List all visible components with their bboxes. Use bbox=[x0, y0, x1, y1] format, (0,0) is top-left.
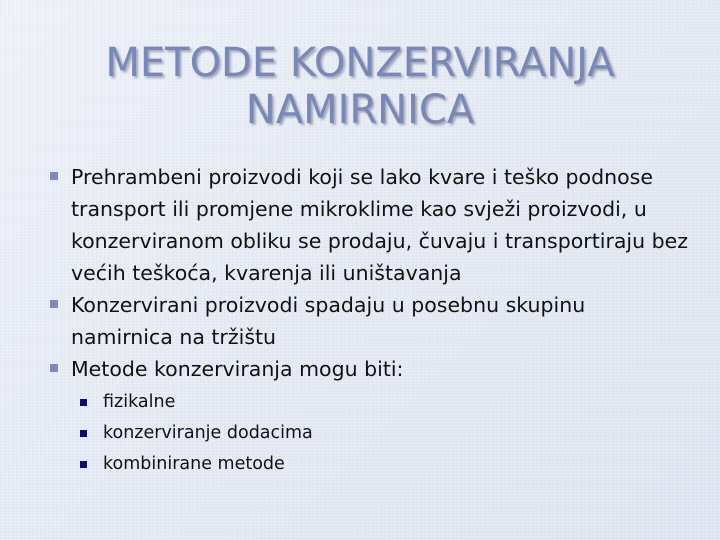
slide-title-line-1: METODE KONZERVIRANJA bbox=[105, 40, 615, 86]
sub-bullet-item bbox=[71, 387, 690, 418]
bullet-item bbox=[50, 353, 690, 480]
bullet-text: Metode konzerviranja mogu biti: bbox=[71, 357, 404, 381]
square-bullet-icon bbox=[80, 461, 87, 468]
bullet-text: Konzervirani proizvodi spadaju u posebnu skupinu namirnica na tržištu bbox=[71, 293, 586, 349]
slide-title bbox=[40, 40, 680, 134]
square-bullet-icon bbox=[50, 172, 58, 180]
square-bullet-icon bbox=[80, 430, 87, 437]
bullet-list bbox=[50, 161, 690, 480]
sub-bullet-item bbox=[71, 418, 690, 449]
slide-title-line-2: NAMIRNICA bbox=[245, 87, 475, 133]
bullet-item bbox=[50, 161, 690, 289]
sub-bullet-item bbox=[71, 449, 690, 480]
sub-bullet-text: kombinirane metode bbox=[103, 454, 285, 474]
bullet-item bbox=[50, 289, 690, 353]
square-bullet-icon bbox=[50, 364, 58, 372]
sub-bullet-text: fizikalne bbox=[103, 392, 176, 412]
bullet-text: Prehrambeni proizvodi koji se lako kvare i teško podnose transport ili promjene mikroklime kao svježi proizvodi, u konzerviranom obliku se prodaju, čuvaju i transportiraju bez većih teškoća, kvarenja ili uništavanja bbox=[71, 165, 689, 285]
square-bullet-icon bbox=[80, 399, 87, 406]
sub-bullet-list bbox=[71, 387, 690, 480]
square-bullet-icon bbox=[50, 300, 58, 308]
sub-bullet-text: konzerviranje dodacima bbox=[103, 423, 313, 443]
